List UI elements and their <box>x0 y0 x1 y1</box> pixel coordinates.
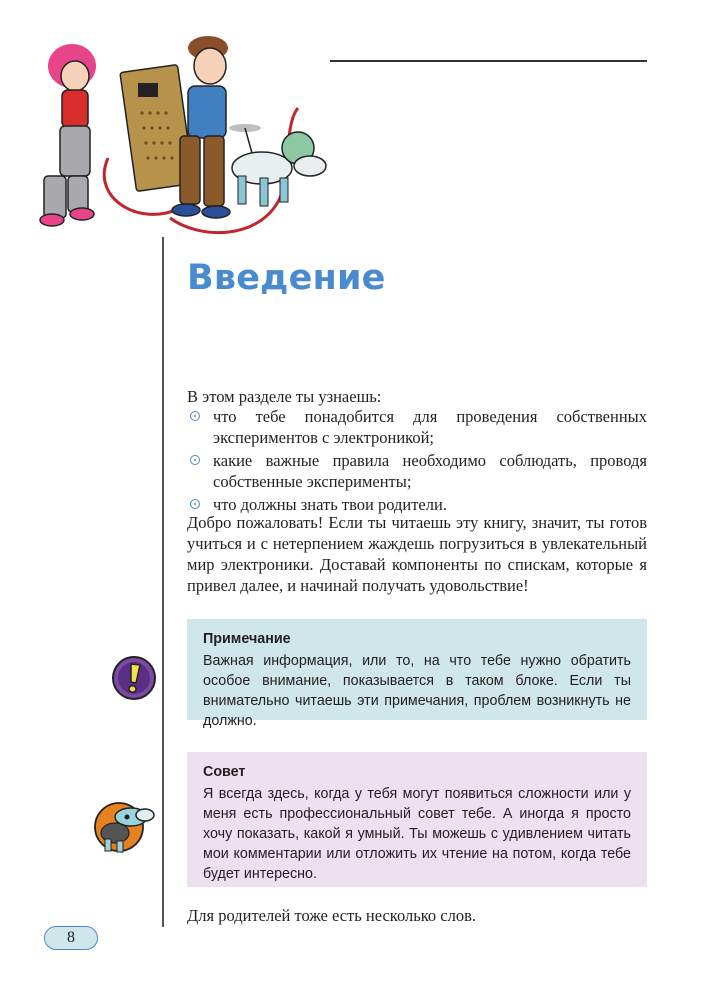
exclamation-icon <box>111 655 157 701</box>
list-item <box>187 450 647 492</box>
bullet-text: что тебе понадобится для проведения собственных экспериментов с электроникой; <box>213 407 647 447</box>
circle-dot-icon <box>190 411 200 421</box>
tip-box <box>187 752 647 887</box>
circle-dot-icon <box>190 499 200 509</box>
note-box <box>187 619 647 729</box>
bullet-list <box>187 406 647 517</box>
list-item <box>187 406 647 448</box>
circle-dot-icon <box>190 455 200 465</box>
page-title: Введение <box>187 258 386 298</box>
tip-text: Я всегда здесь, когда у тебя могут появиться сложности или у меня есть профессиональный совет тебе. А иногда я просто хочу показать, какой я умный. Ты можешь с удивлением читать мои комментарии или отложить их чтение на потом, когда тебе будет интересно. <box>203 786 631 882</box>
bullet-text: какие важные правила необходимо соблюдать, проводя собственные эксперименты; <box>213 451 647 491</box>
welcome-paragraph: Добро пожаловать! Если ты читаешь эту книгу, значит, ты готов учиться и с нетерпением жаждешь погрузиться в увлекательный мир электроники. Доставай компоненты по спискам, которые я привел далее, и начинай получать удовольствие! <box>187 513 647 595</box>
top-rule <box>330 60 647 62</box>
kids-illustration-icon <box>30 28 340 238</box>
robot-dog-icon <box>93 795 158 855</box>
parents-text: Для родителей тоже есть несколько слов. <box>187 906 477 925</box>
note-title: Примечание <box>203 631 291 647</box>
bullet-text: что должны знать твои родители. <box>213 495 447 514</box>
page-number: 8 <box>44 926 98 950</box>
intro-text: В этом разделе ты узнаешь: <box>187 387 382 406</box>
note-text: Важная информация, или то, на что тебе нужно обратить особое внимание, показывается в таком блоке. Если ты внимательно читаешь эти примечания, проблем возникнуть не должно. <box>203 653 631 729</box>
tip-title: Совет <box>203 764 246 780</box>
margin-rule <box>162 237 164 927</box>
